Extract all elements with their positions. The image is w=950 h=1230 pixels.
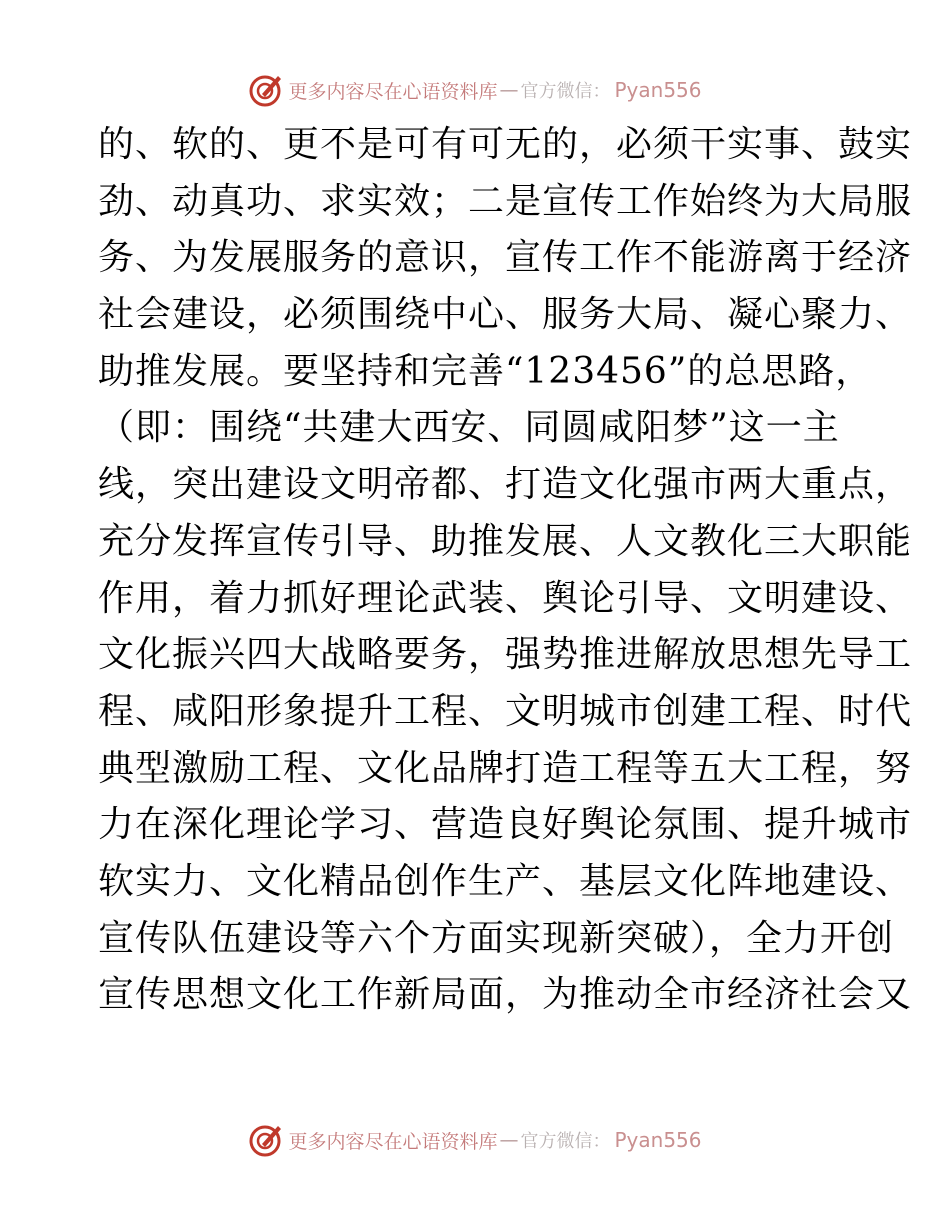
text-line: 典型激励工程、文化品牌打造工程等五大工程，努 [98,747,913,789]
banner-dash: — [499,79,519,101]
document-body [98,117,913,1024]
text-line: 宣传队伍建设等六个方面实现新突破），全力开创 [98,917,895,959]
header-banner [0,70,950,110]
text-line: 作用，着力抓好理论武装、舆论引导、文明建设、 [98,577,913,619]
text-line: 软实力、文化精品创作生产、基层文化阵地建设、 [98,860,913,902]
text-line: （即：围绕“共建大西安、同圆咸阳梦”这一主 [98,407,840,449]
text-line: 力在深化理论学习、营造良好舆论氛围、提升城市 [98,804,913,846]
text-line: 线，突出建设文明帝都、打造文化强市两大重点， [98,464,913,506]
text-line: 务、为发展服务的意识，宣传工作不能游离于经济 [98,237,913,279]
banner-dash: — [499,1129,519,1151]
banner-wechat-label: 官方微信： [520,81,611,102]
banner-wechat-id: Pyan556 [614,1128,702,1152]
brush-pen-logo-icon [248,72,284,108]
text-line: 的、软的、更不是可有可无的，必须干实事、鼓实 [98,124,913,165]
text-line: 劲、动真功、求实效；二是宣传工作始终为大局服 [98,180,913,222]
text-line: 充分发挥宣传引导、助推发展、人文教化三大职能 [98,520,913,562]
banner-text: 更多内容尽在心语资料库 [288,80,498,103]
text-line: 宣传思想文化工作新局面，为推动全市经济社会又 [98,974,913,1016]
footer-banner [0,1120,950,1160]
brush-pen-logo-icon [248,1122,284,1158]
text-line: 程、咸阳形象提升工程、文明城市创建工程、时代 [98,690,913,732]
text-line: 社会建设，必须围绕中心、服务大局、凝心聚力、 [98,294,913,336]
banner-wechat-label: 官方微信： [520,1131,611,1152]
text-line: 文化振兴四大战略要务，强势推进解放思想先导工 [98,634,913,676]
banner-text: 更多内容尽在心语资料库 [288,1130,498,1153]
text-line: 助推发展。要坚持和完善“123456”的总思路， [98,350,873,392]
banner-wechat-id: Pyan556 [614,78,702,102]
